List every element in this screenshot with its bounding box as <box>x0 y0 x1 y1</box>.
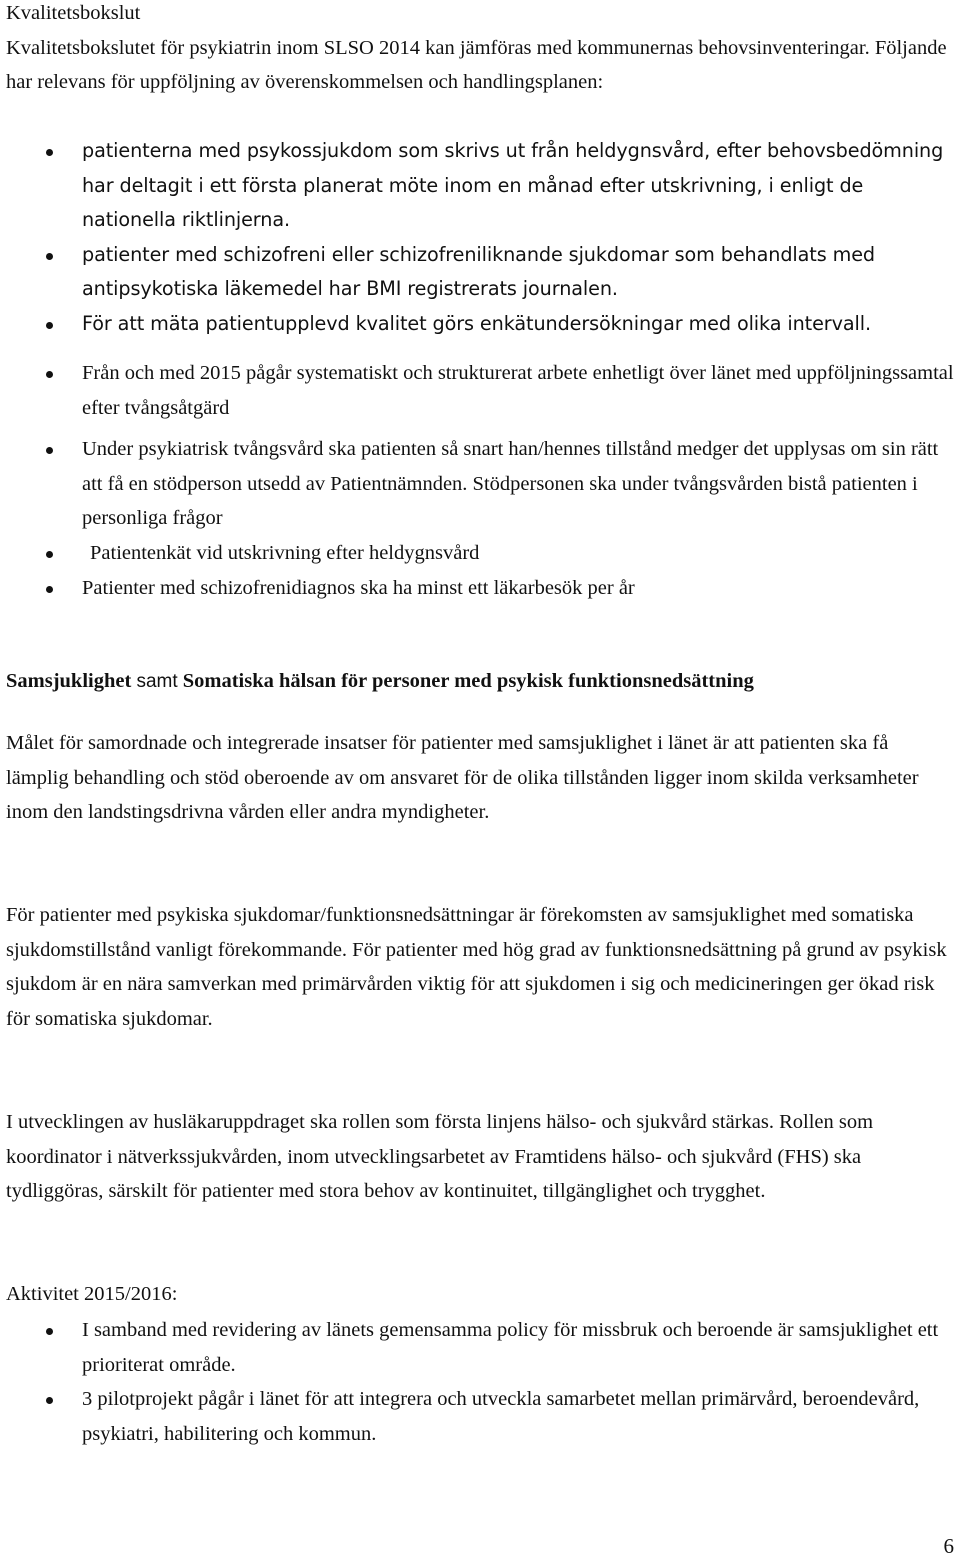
quality-report-section <box>6 0 956 100</box>
intro-paragraph: Kvalitetsbokslutet för psykiatrin inom SLSO 2014 kan jämföras med kommunernas behovsinventeringar. Följande har relevans för uppföljning av överenskommelsen och handlingsplanen: <box>6 36 947 94</box>
title-part-2: Somatiska hälsan för personer med psykisk funktionsnedsättning <box>182 670 754 692</box>
paragraph-coordination: Målet för samordnade och integrerade insatser för patienter med samsjuklighet i länet är att patienten ska få lämplig behandling och stöd oberoende av om ansvaret för de olika tillstånden ligger inom skilda verksamheter inom den landstingsdrivna vården eller andra myndigheter. <box>6 732 919 824</box>
activity-heading: Aktivitet 2015/2016: <box>6 1283 178 1305</box>
list-item: Patientenkät vid utskrivning efter heldygnsvård <box>6 536 956 571</box>
list-item: 3 pilotprojekt pågår i länet för att integrera och utveckla samarbetet mellan primärvård, beroendevård, psykiatri, habilitering och kommun. <box>6 1382 956 1451</box>
title-part-1: Samsjuklighet <box>6 670 132 692</box>
paragraph-gp-role: I utvecklingen av husläkaruppdraget ska rollen som första linjens hälso- och sjukvård stärkas. Rollen som koordinator i nätverkssjukvården, inom utvecklingsarbetet av Framtidens hälso- och sjukvård (FHS) ska tydliggöras, särskilt för patienter med stora behov av kontinuitet, tillgänglighet och trygghet. <box>6 1111 874 1203</box>
list-item: För att mäta patientupplevd kvalitet görs enkätundersökningar med olika intervall. <box>6 307 956 342</box>
list-item: Patienter med schizofrenidiagnos ska ha minst ett läkarbesök per år <box>6 571 956 606</box>
page-number: 6 <box>943 1534 954 1558</box>
list-item: patienter med schizofreni eller schizofreniliknande sjukdomar som behandlats med antipsykotiska läkemedel har BMI registrerats journalen. <box>6 238 956 307</box>
section-title <box>6 664 956 700</box>
title-joiner: samt <box>136 671 178 692</box>
quality-bullet-list-sans <box>6 134 956 342</box>
list-item: Under psykiatrisk tvångsvård ska patienten så snart han/hennes tillstånd medger det upplysas om sin rätt att få en stödperson utsedd av Patientnämnden. Stödpersonen ska under tvångsvården bistå patienten i personliga frågor <box>6 432 956 536</box>
activity-bullet-list <box>6 1313 956 1451</box>
list-item: Från och med 2015 pågår systematiskt och strukturerat arbete enhetligt över länet med uppföljningssamtal efter tvångsåtgärd <box>6 356 956 425</box>
list-item: patienterna med psykossjukdom som skrivs ut från heldygnsvård, efter behovsbedömning har deltagit i ett första planerat möte inom en månad efter utskrivning, i enligt de nationella riktlinjerna. <box>6 134 956 238</box>
section-heading: Kvalitetsbokslut <box>6 2 141 24</box>
quality-bullet-list-serif <box>6 356 956 605</box>
list-item: I samband med revidering av länets gemensamma policy för missbruk och beroende är samsjuklighet ett prioriterat område. <box>6 1313 956 1382</box>
paragraph-comorbidity: För patienter med psykiska sjukdomar/funktionsnedsättningar är förekomsten av samsjuklighet med somatiska sjukdomstillstånd vanligt förekommande. För patienter med hög grad av funktionsnedsättning på grund av psykisk sjukdom är en nära samverkan med primärvården viktig för att sjukdomen i sig och medicineringen ger ökad risk för somatiska sjukdomar. <box>6 904 947 1030</box>
